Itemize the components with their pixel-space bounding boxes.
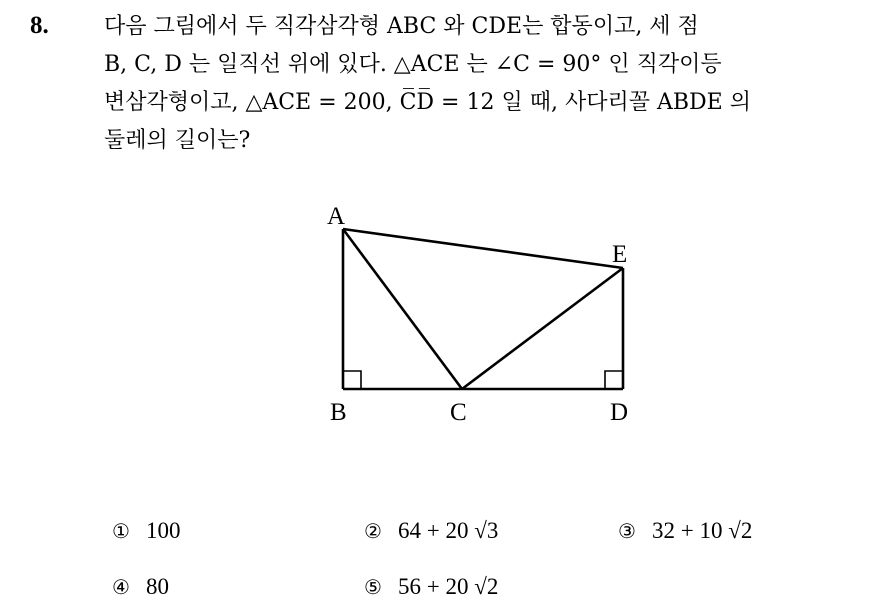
choice-3[interactable] (618, 518, 752, 544)
question-line: 둘레의 길이는? (104, 128, 251, 153)
choice-value: 100 (146, 518, 181, 543)
question-line: B, C, D 는 일직선 위에 있다. △ACE 는 ∠C = 90° 인 직각이등 (104, 52, 722, 77)
right-angle-mark-b (343, 371, 361, 389)
choice-marker: ② (364, 519, 382, 543)
label-b: B (330, 399, 347, 426)
choice-5[interactable] (364, 574, 498, 600)
label-c: C (450, 399, 467, 426)
choice-marker: ① (112, 519, 130, 543)
segment-ac (343, 229, 462, 389)
choice-4[interactable] (112, 574, 169, 600)
segment-ce (462, 268, 623, 389)
choice-value: 32 + 10 √2 (652, 518, 753, 543)
choice-value: 56 + 20 √2 (398, 574, 499, 599)
choice-marker: ③ (618, 519, 636, 543)
question-number: 8. (30, 12, 49, 39)
question-text (104, 8, 864, 160)
choice-1[interactable] (112, 518, 181, 544)
label-d: D (610, 399, 629, 426)
choice-marker: ④ (112, 575, 130, 599)
segment-ae (343, 229, 623, 268)
choice-marker: ⑤ (364, 575, 382, 599)
label-a: A (327, 203, 346, 230)
choice-2[interactable] (364, 518, 498, 544)
choice-value: 64 + 20 √3 (398, 518, 499, 543)
right-angle-mark-d (605, 371, 623, 389)
question-line: 다음 그림에서 두 직각삼각형 ABC 와 CDE는 합동이고, 세 점 (104, 14, 699, 39)
question-line: 변삼각형이고, △ACE = 200, C̅D̅ = 12 일 때, 사다리꼴 ABDE 의 (104, 90, 751, 115)
label-e: E (612, 241, 628, 268)
choice-value: 80 (146, 574, 169, 599)
